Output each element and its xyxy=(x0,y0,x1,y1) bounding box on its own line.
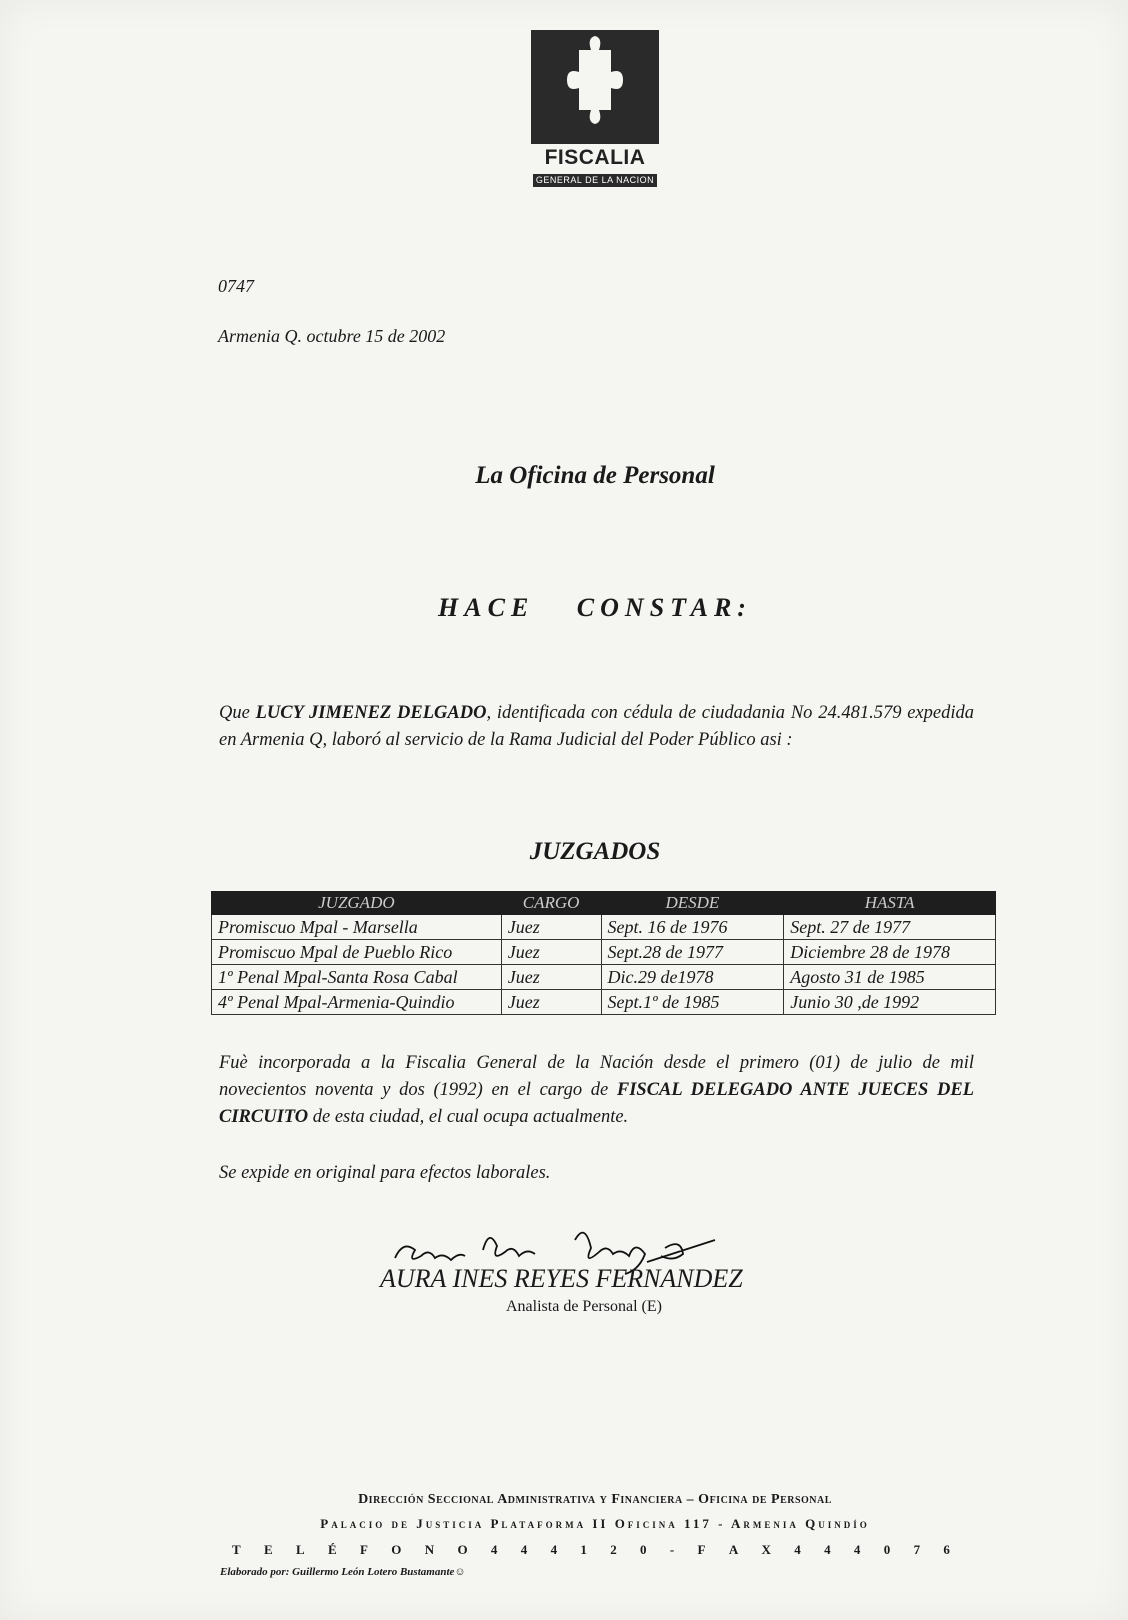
footer-char: 2 xyxy=(610,1542,619,1557)
table-header-row xyxy=(212,892,996,915)
cell-cargo: Juez xyxy=(501,965,601,990)
footer-char: F xyxy=(697,1542,708,1557)
incorporation-text-end: de esta ciudad, el cual ocupa actualmente. xyxy=(308,1107,629,1127)
cell-desde: Sept.28 de 1977 xyxy=(601,940,784,965)
footer-char: 4 xyxy=(550,1542,560,1557)
hace-constar-heading: HACE CONSTAR: xyxy=(438,593,752,622)
table-row xyxy=(212,965,996,990)
cell-hasta: Sept. 27 de 1977 xyxy=(784,915,996,940)
footer-char: L xyxy=(296,1542,307,1557)
header-cargo: CARGO xyxy=(501,892,601,915)
table-row xyxy=(212,940,996,965)
signatory-role: Analista de Personal (E) xyxy=(506,1298,662,1315)
header-hasta: HASTA xyxy=(784,892,996,915)
footer-char: 4 xyxy=(824,1542,833,1557)
footer-line-2: Palacio de Justicia Plataforma II Oficina 117 - Armenia Quindío xyxy=(320,1516,870,1531)
incorporation-paragraph xyxy=(219,1050,974,1131)
intro-paragraph xyxy=(219,700,974,754)
cell-desde: Dic.29 de1978 xyxy=(601,965,784,990)
footer-char: F xyxy=(360,1542,370,1557)
footer-char: E xyxy=(264,1542,275,1557)
footer-char: 4 xyxy=(794,1542,803,1557)
intro-que: Que xyxy=(219,703,256,723)
logo-subtitle: GENERAL DE LA NACION xyxy=(533,174,657,187)
footer-char: O xyxy=(457,1542,470,1557)
header-juzgado: JUZGADO xyxy=(212,892,502,915)
table-row xyxy=(212,915,996,940)
footer-char: 4 xyxy=(520,1542,530,1557)
cell-juzgado: 4º Penal Mpal-Armenia-Quindio xyxy=(212,990,502,1015)
header-desde: DESDE xyxy=(601,892,784,915)
cell-juzgado: Promiscuo Mpal - Marsella xyxy=(212,915,502,940)
footer-char: O xyxy=(391,1542,404,1557)
cell-desde: Sept. 16 de 1976 xyxy=(601,915,784,940)
footer-char: 0 xyxy=(640,1542,649,1557)
cell-juzgado: 1º Penal Mpal-Santa Rosa Cabal xyxy=(212,965,502,990)
cell-juzgado: Promiscuo Mpal de Pueblo Rico xyxy=(212,940,502,965)
footer-char: É xyxy=(328,1542,339,1557)
table-row xyxy=(212,990,996,1015)
footer-phone-fax xyxy=(232,1542,952,1558)
position-title: FISCAL DELEGADO ANTE JUECES DEL CIRCUITO xyxy=(219,1080,974,1127)
fiscalia-logo xyxy=(531,30,659,144)
footer-char: X xyxy=(761,1542,773,1557)
footer-char: 6 xyxy=(943,1542,952,1557)
footer-char: - xyxy=(669,1542,677,1557)
document-number: 0747 xyxy=(218,276,254,296)
footer-char: 4 xyxy=(490,1542,500,1557)
footer-char: A xyxy=(728,1542,741,1557)
cell-desde: Sept.1º de 1985 xyxy=(601,990,784,1015)
footer-char: N xyxy=(424,1542,437,1557)
expide-paragraph: Se expide en original para efectos laborales. xyxy=(219,1163,551,1183)
juzgados-heading: JUZGADOS xyxy=(529,838,661,865)
cell-cargo: Juez xyxy=(501,940,601,965)
juzgados-table xyxy=(211,891,996,1015)
person-name: LUCY JIMENEZ DELGADO xyxy=(255,703,487,723)
puzzle-piece-icon xyxy=(531,30,659,144)
cell-cargo: Juez xyxy=(501,990,601,1015)
office-title: La Oficina de Personal xyxy=(475,462,715,489)
document-date: Armenia Q. octubre 15 de 2002 xyxy=(218,326,446,346)
footer-char: 0 xyxy=(883,1542,893,1557)
footer-char: 7 xyxy=(913,1542,923,1557)
footer-line-1: Dirección Seccional Administrativa y Financiera – Oficina de Personal xyxy=(358,1492,832,1507)
footer-char: 4 xyxy=(853,1542,863,1557)
signatory-name: AURA INES REYES FERNANDEZ xyxy=(380,1264,743,1293)
logo-wordmark: FISCALIA xyxy=(544,146,646,169)
intro-rest: , identificada con cédula de ciudadania No 24.481.579 expedida en Armenia Q, laboró al servicio de la Rama Judicial del Poder Público asi : xyxy=(219,703,974,750)
footer-credit: Elaborado por: Guillermo León Lotero Bustamante☺ xyxy=(220,1566,466,1578)
cell-hasta: Diciembre 28 de 1978 xyxy=(784,940,996,965)
cell-hasta: Junio 30 ,de 1992 xyxy=(784,990,996,1015)
footer-char: 1 xyxy=(580,1542,589,1557)
cell-hasta: Agosto 31 de 1985 xyxy=(784,965,996,990)
incorporation-text: Fuè incorporada a la Fiscalia General de la Nación desde el primero (01) de julio de mil novecientos noventa y dos (1992) en el cargo de xyxy=(219,1053,974,1100)
footer-char: T xyxy=(232,1542,243,1557)
cell-cargo: Juez xyxy=(501,915,601,940)
